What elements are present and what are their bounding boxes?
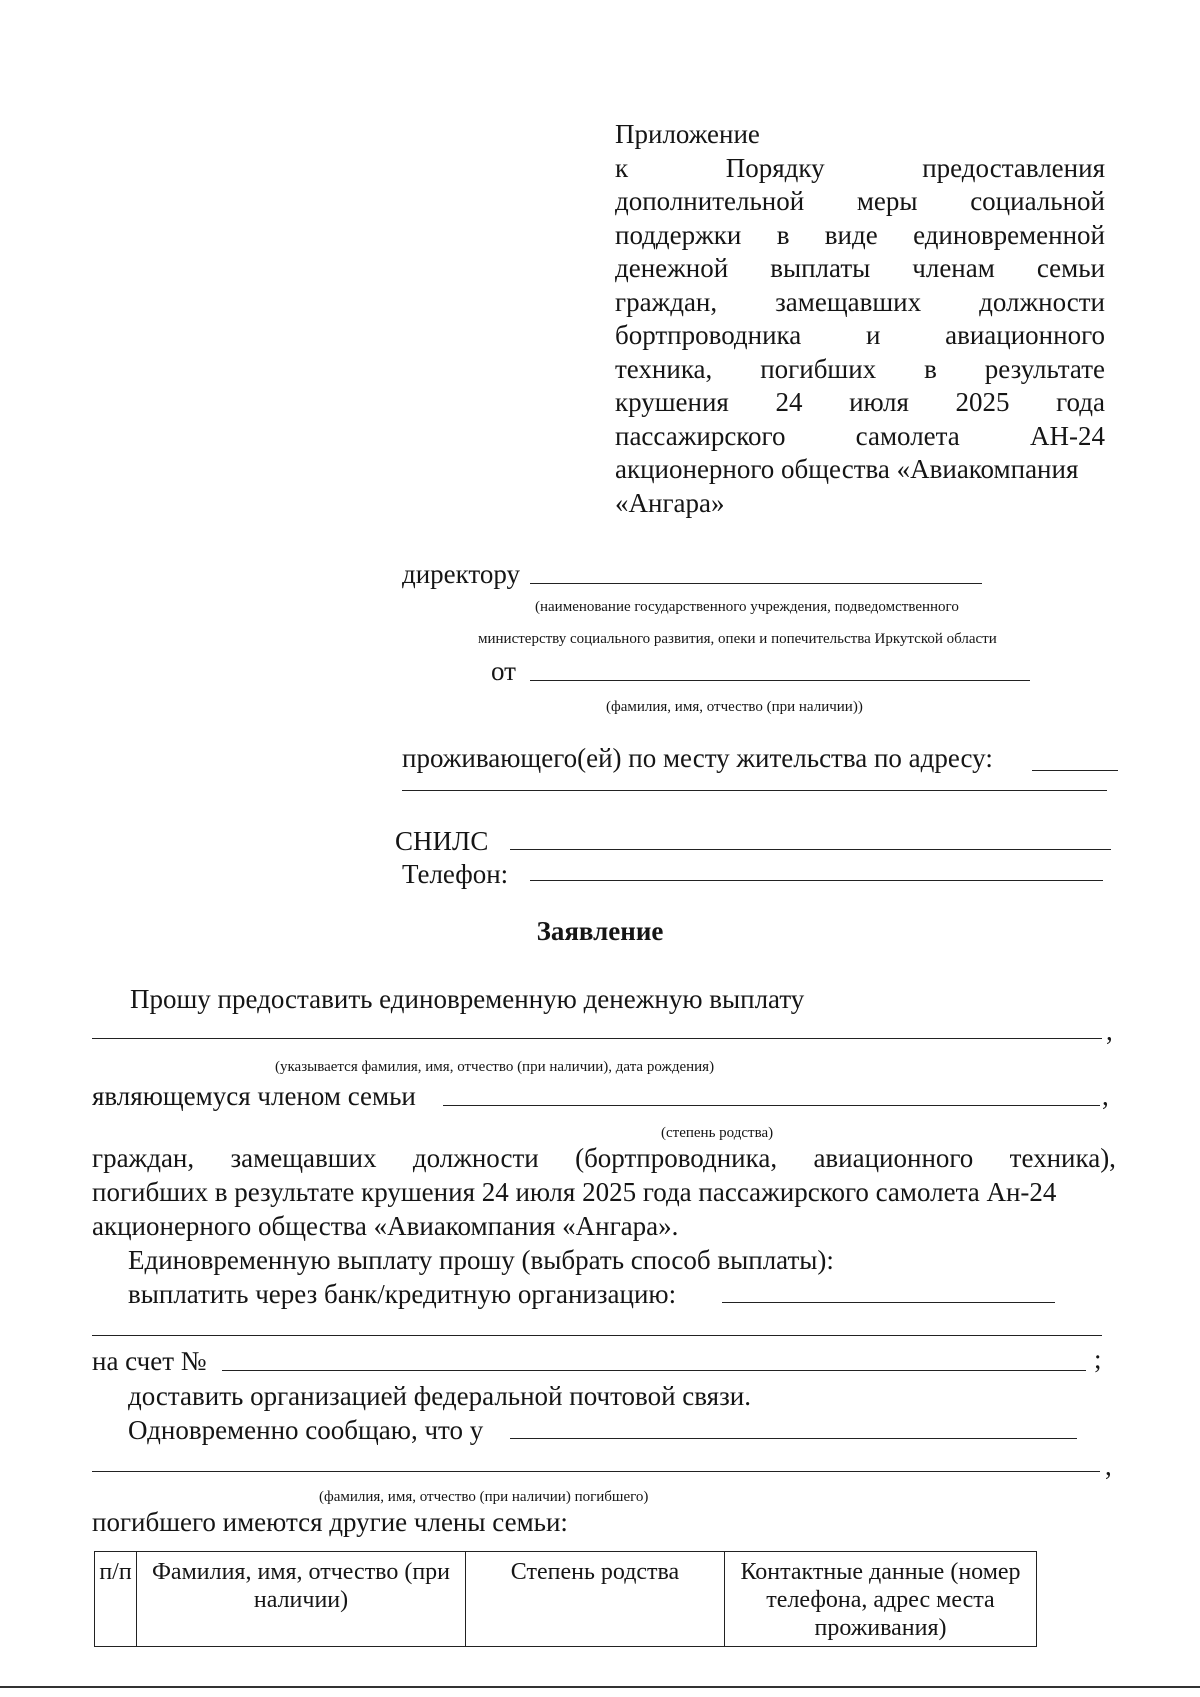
appendix-line (615, 319, 1105, 353)
appendix-header (615, 118, 1105, 520)
appendix-word: членам (912, 253, 995, 283)
deceased-hint: (фамилия, имя, отчество (при наличии) погибшего) (319, 1489, 649, 1505)
appendix-word: выплаты (770, 253, 871, 283)
appendix-word: социальной (970, 186, 1105, 216)
kinship-hint: (степень родства) (661, 1125, 774, 1141)
deceased-comma: , (1105, 1451, 1112, 1481)
appendix-word: крушения (615, 387, 729, 417)
appendix-line (615, 420, 1105, 454)
appendix-line (615, 386, 1105, 420)
request-line: Прошу предоставить единовременную денежную выплату (130, 984, 805, 1014)
from-field-line (530, 680, 1030, 681)
deceased-field-line (510, 1438, 1077, 1439)
appendix-word: бортпроводника (615, 320, 802, 350)
institution-hint-1: (наименование государственного учреждения, подведомственного (535, 599, 959, 615)
director-field-line (530, 583, 982, 584)
paragraph-word: (бортпроводника, (575, 1143, 778, 1173)
appendix-line (615, 185, 1105, 219)
paragraph-word: авиационного (813, 1143, 974, 1173)
residence-field-line-1 (1032, 770, 1118, 771)
header-cell-contacts: Контактные данные (номер телефона, адрес места проживания) (725, 1552, 1037, 1647)
appendix-word: Приложение (615, 119, 760, 149)
appendix-word: результате (984, 353, 1105, 384)
appendix-word: единовременной (913, 219, 1105, 250)
appendix-word: замещавших (775, 286, 922, 317)
appendix-word: поддержки (615, 219, 742, 250)
paragraph-word: должности (412, 1143, 539, 1173)
paragraph-word: замещавших (230, 1143, 377, 1173)
residence-field-line-2 (402, 790, 1107, 791)
appendix-word: пассажирского (615, 420, 786, 451)
phone-field-line (530, 880, 1103, 881)
appendix-word: техника, (615, 353, 713, 384)
paragraph-line-3: акционерного общества «Авиакомпания «Ангара». (92, 1211, 679, 1241)
appendix-word: должности (979, 286, 1105, 317)
appendix-word: погибших (760, 353, 877, 384)
deceased-field-line-2 (92, 1471, 1100, 1472)
kinship-field-line (443, 1105, 1100, 1106)
appendix-word: авиационного (945, 320, 1105, 350)
appendix-word: акционерного общества «Авиакомпания (615, 454, 1079, 484)
header-cell-number: п/п (95, 1552, 137, 1647)
appendix-word: и (865, 320, 881, 350)
appendix-word: 2025 (955, 387, 1010, 417)
bank-field-line (722, 1302, 1055, 1303)
appendix-word: года (1056, 387, 1105, 417)
bank-field-line-2 (92, 1335, 1102, 1336)
table-header-row (95, 1552, 1037, 1647)
phone-label: Телефон: (402, 859, 509, 889)
header-cell-fio: Фамилия, имя, отчество (при наличии) (137, 1552, 466, 1647)
appendix-word: 24 (775, 387, 803, 417)
fio-hint: (фамилия, имя, отчество (при наличии)) (606, 699, 863, 715)
institution-hint-2: министерству социального развития, опеки и попечительства Иркутской области (478, 631, 997, 647)
appendix-word: денежной (615, 253, 729, 283)
appendix-word: семьи (1036, 253, 1105, 283)
appendix-word: дополнительной (615, 186, 805, 216)
appendix-word: к (615, 152, 629, 183)
appendix-line (615, 353, 1105, 387)
appendix-word: граждан, (615, 286, 718, 317)
document-title: Заявление (536, 916, 664, 946)
page-bottom-rule (0, 1686, 1200, 1688)
appendix-line (615, 453, 1105, 487)
bank-option: выплатить через банк/кредитную организацию: (128, 1279, 677, 1309)
family-members-table (94, 1551, 1037, 1647)
appendix-line (615, 219, 1105, 253)
snils-field-line (510, 849, 1111, 850)
recipient-hint: (указывается фамилия, имя, отчество (при наличии), дата рождения) (275, 1059, 715, 1075)
paragraph-line-1 (92, 1142, 1116, 1174)
also-inform: Одновременно сообщаю, что у (128, 1415, 484, 1445)
paragraph-line-2: погибших в результате крушения 24 июля 2025 года пассажирского самолета Ан-24 (92, 1177, 1057, 1207)
appendix-word: в (924, 353, 937, 384)
paragraph-word: техника), (1009, 1143, 1116, 1173)
appendix-line (615, 252, 1105, 286)
appendix-word: июля (849, 387, 909, 417)
appendix-word: самолета (855, 420, 960, 451)
appendix-word: АН-24 (1030, 420, 1105, 451)
other-members: погибшего имеются другие члены семьи: (92, 1507, 568, 1537)
appendix-line (615, 286, 1105, 320)
account-label: на счет № (92, 1346, 207, 1376)
appendix-word: Порядку (725, 152, 825, 183)
kinship-comma: , (1102, 1081, 1109, 1111)
account-field-line (222, 1370, 1086, 1371)
recipient-field-line (92, 1038, 1102, 1039)
appendix-word: в (776, 219, 790, 250)
appendix-line (615, 152, 1105, 186)
payment-choice: Единовременную выплату прошу (выбрать способ выплаты): (128, 1245, 834, 1275)
recipient-comma: , (1106, 1016, 1113, 1046)
paragraph-word: граждан, (92, 1143, 195, 1173)
appendix-word: виде (824, 219, 878, 250)
appendix-word: предоставления (922, 152, 1105, 183)
snils-label: СНИЛС (395, 826, 489, 856)
appendix-word: меры (856, 186, 918, 216)
residence-label: проживающего(ей) по месту жительства по адресу: (402, 743, 993, 773)
member-label: являющемуся членом семьи (92, 1081, 416, 1111)
appendix-line (615, 487, 1105, 521)
header-cell-kinship: Степень родства (466, 1552, 725, 1647)
from-label: от (491, 656, 516, 686)
appendix-word: «Ангара» (615, 487, 725, 518)
account-semicolon: ; (1094, 1344, 1102, 1374)
post-option: доставить организацией федеральной почтовой связи. (128, 1381, 751, 1411)
appendix-line (615, 118, 1105, 152)
director-label: директору (402, 559, 521, 589)
